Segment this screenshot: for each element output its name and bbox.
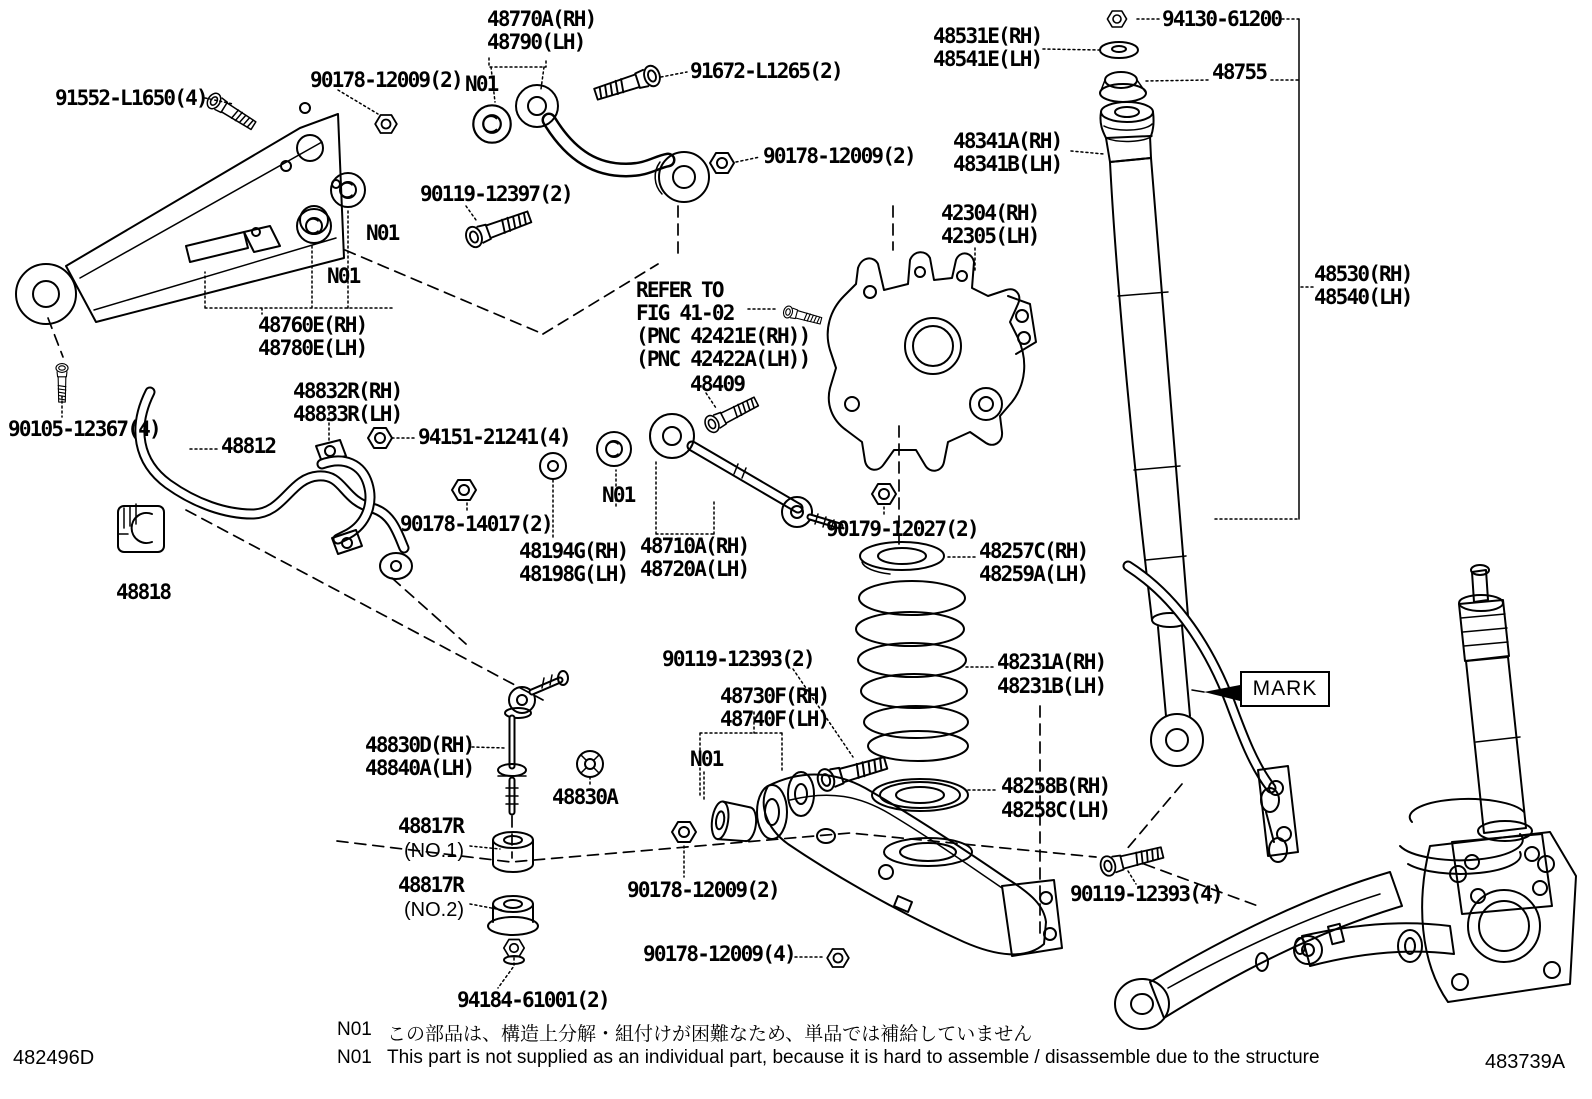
bolt-91672-drawing [593,64,663,104]
part-label: 90179-12027(2) [826,517,978,541]
part-label: 42305(LH) [941,224,1039,248]
part-label: 48830A [552,785,618,809]
part-label: 90119-12393(4) [1070,882,1222,906]
part-label: 48259A(LH) [979,562,1088,586]
part-label: 94130-61200 [1162,7,1282,31]
part-label: 94184-61001(2) [457,988,609,1012]
note-tag: N01 [337,1019,372,1040]
nut-90179-drawing [872,484,896,504]
nut-90178-b-drawing [710,153,734,173]
part-label: 48770A(RH) [487,7,596,31]
part-label: 48840A(LH) [365,756,474,780]
part-label: 48818 [116,580,171,604]
washer-48830A-drawing [577,751,603,777]
part-label: 42304(RH) [941,201,1039,225]
part-label: 48194G(RH) [519,539,628,563]
nut-94184-drawing [504,940,524,957]
part-label: N01 [602,483,635,507]
nut-90178-14017-drawing [452,480,476,500]
part-label: 48760E(RH) [258,313,367,337]
part-label: 48531E(RH) [933,24,1042,48]
coil-spring-drawing [856,581,968,761]
bolt-90119-12397-drawing [463,207,533,249]
nut-94130-drawing [1107,11,1126,27]
part-label: 48258C(LH) [1001,798,1110,822]
part-label: 48541E(LH) [933,47,1042,71]
rear-axle-assembly-drawing [1115,565,1576,1029]
nut-90178-d-drawing [827,949,849,967]
part-label: 90178-14017(2) [400,512,552,536]
mark-arrow [1192,685,1240,701]
sheet-id-right: 483739A [1485,1051,1566,1073]
part-label: 48341A(RH) [953,129,1062,153]
part-label: 48755 [1212,60,1267,84]
part-label: N01 [690,747,723,771]
part-label: REFER TO [636,278,723,302]
bushing-no1-upper-arm-drawing [473,105,510,142]
note-text-en: This part is not supplied as an individual part, because it is hard to assemble / disassemble due to the structure [387,1047,1320,1068]
part-label: 48257C(RH) [979,539,1088,563]
part-label: 94151-21241(4) [418,425,570,449]
part-label: 48730F(RH) [720,684,829,708]
part-label: 90178-12009(2) [310,68,462,92]
part-label: 48258B(RH) [1001,774,1110,798]
part-label: 90119-12393(2) [662,647,814,671]
part-label: 48720A(LH) [640,557,749,581]
part-label: 90178-12009(2) [763,144,915,168]
part-label: FIG 41-02 [636,301,734,325]
part-label: 48830D(RH) [365,733,474,757]
part-label: (PNC 42421E(RH)) [636,324,810,348]
bushing-no1-lower-arm-drawing [710,800,759,844]
mark-callout-box: MARK [1240,671,1330,707]
part-label: 91552-L1650(4) [55,86,207,110]
washer-48194G-drawing [540,453,566,479]
bushing-no1-a-drawing [331,173,365,207]
part-label: 48231A(RH) [997,650,1106,674]
part-label: 48812 [221,434,276,458]
part-label: 48780E(LH) [258,336,367,360]
part-label: N01 [327,264,360,288]
part-label: 90105-12367(4) [8,417,160,441]
note-row-jp [337,1019,1032,1046]
part-label: 48198G(LH) [519,562,628,586]
note-tag: N01 [337,1047,372,1068]
part-label: 90178-12009(4) [643,942,795,966]
cushion-48817R-no2-drawing [488,896,538,935]
part-label: 48540(LH) [1314,285,1412,309]
part-label: 90178-12009(2) [627,878,779,902]
shock-absorber-drawing [1100,42,1203,766]
cushion-48817R-no1-drawing [493,832,533,872]
nut-90178-c-drawing [672,822,696,842]
part-label: 48817R [398,873,464,897]
part-label: (NO.1) [404,840,464,862]
part-label: 48833R(LH) [293,402,402,426]
spring-lower-insulator-drawing [872,779,968,811]
part-label: 48530(RH) [1314,262,1412,286]
part-label: 48832R(RH) [293,379,402,403]
part-label: 48790(LH) [487,30,585,54]
bolt-48409-drawing [702,394,760,435]
trailing-arm-drawing [16,103,344,324]
knuckle-drawing [828,252,1036,471]
bolt-91552-drawing [205,91,258,133]
part-label: 48231B(LH) [997,674,1106,698]
part-label: N01 [366,221,399,245]
part-label: 48409 [690,372,745,396]
bolt-90119-12393-4-drawing [1099,843,1165,877]
nut-90178-a-drawing [375,115,397,133]
part-label: 48740F(LH) [720,707,829,731]
part-label: (NO.2) [404,899,464,921]
part-label: 48817R [398,814,464,838]
bushing-no1-rod-drawing [597,432,631,466]
part-label: (PNC 42422A(LH)) [636,347,810,371]
part-label: 48710A(RH) [640,534,749,558]
part-label: 91672-L1265(2) [690,59,842,83]
lateral-rod-drawing [650,414,840,529]
sheet-id-left: 482496D [13,1047,95,1069]
stabilizer-bracket-drawing [316,440,370,554]
part-label: 48341B(LH) [953,152,1062,176]
note-text-jp: この部品は、構造上分解・組付けが困難なため、単品では補給していません [387,1024,1033,1045]
spring-upper-insulator-drawing [860,542,944,574]
part-label: N01 [465,72,498,96]
part-label: 90119-12397(2) [420,182,572,206]
note-row-en [337,1047,1320,1069]
nut-94151-drawing [368,428,392,448]
stabilizer-bushing-48818-drawing [118,504,164,552]
